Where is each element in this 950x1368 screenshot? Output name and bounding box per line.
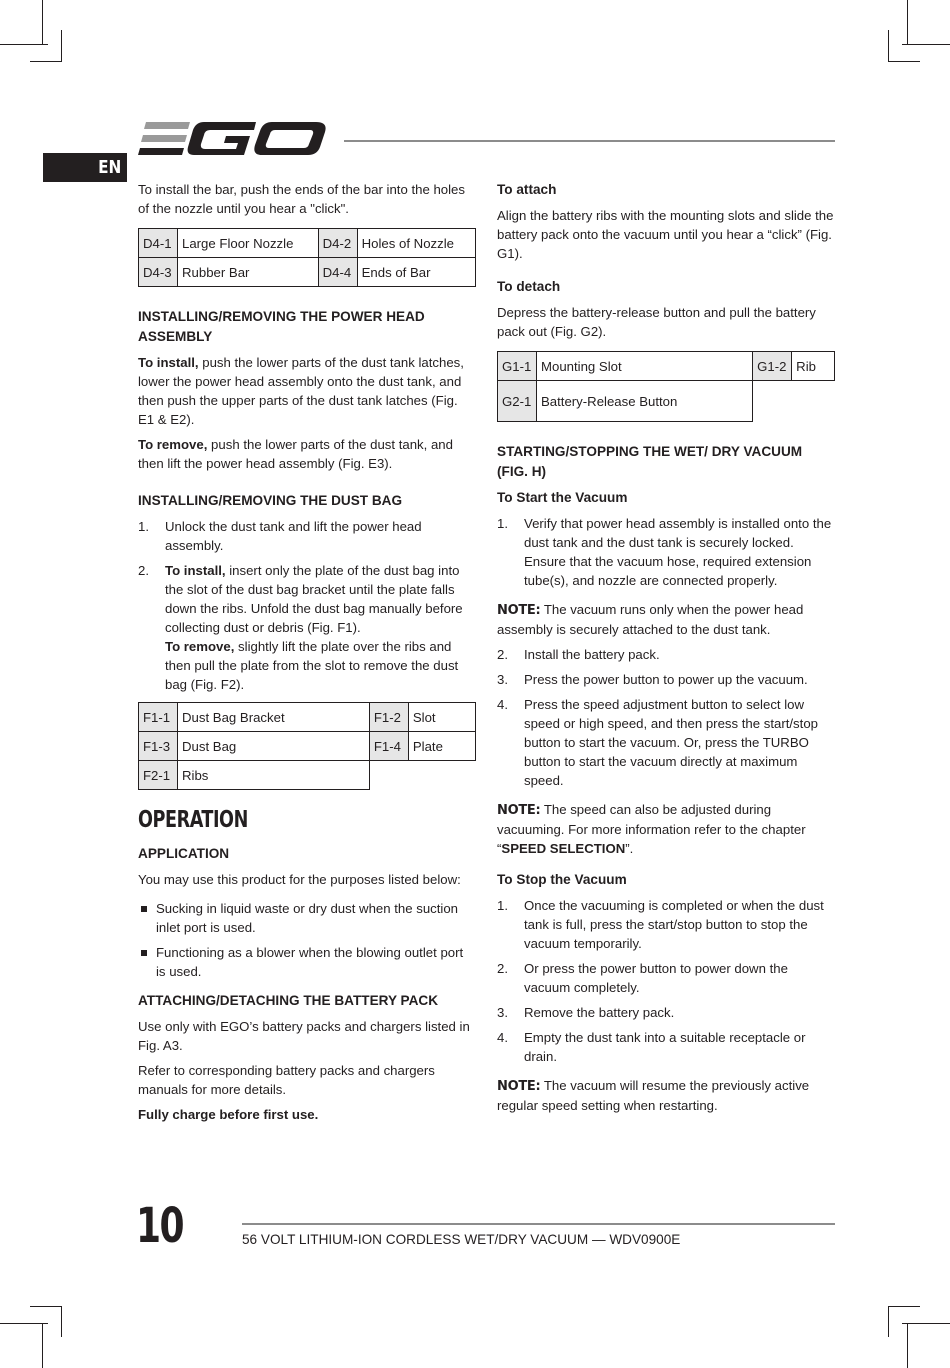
- language-tab: [43, 153, 127, 182]
- step-text: Once the vacuuming is completed or when the dust tank is full, press the start/stop button to stop the vacuum temporarily.: [524, 898, 824, 951]
- part-label: Rubber Bar: [178, 258, 319, 287]
- bold-label: To install,: [138, 355, 199, 370]
- paragraph: Refer to corresponding battery packs and chargers manuals for more details.: [138, 1063, 435, 1097]
- step-number: 1.: [138, 519, 149, 534]
- step-text: Empty the dust tank into a suitable receptacle or drain.: [524, 1030, 806, 1064]
- operation-title: OPERATION: [138, 807, 248, 833]
- step-number: 2.: [138, 563, 149, 578]
- step-text: Press the speed adjustment button to select low speed or high speed, and then press the start/stop button to start the vacuum. Or, press the TURBO button to start the vacuum directly at maximum speed.: [524, 697, 818, 788]
- parts-table-d4: [138, 228, 476, 287]
- subheading: To Stop the Vacuum: [497, 872, 627, 887]
- step-number: 3.: [497, 1005, 508, 1020]
- right-column: [497, 180, 835, 1121]
- step-text: Verify that power head assembly is installed onto the dust tank and the dust tank is securely locked. Ensure that the vacuum hose, required extension tube(s), and nozzle are connected properly.: [524, 516, 832, 588]
- crop-mark: [0, 1323, 48, 1324]
- note-text: The vacuum runs only when the power head assembly is securely attached to the dust tank.: [497, 602, 804, 637]
- part-code: D4-3: [139, 258, 178, 287]
- language-label: EN: [97, 157, 121, 178]
- step-text: Or press the power button to power down the vacuum completely.: [524, 961, 788, 995]
- note-text: The vacuum will resume the previously active regular speed setting when restarting.: [497, 1078, 810, 1113]
- crop-mark: [907, 0, 908, 44]
- part-code: G2-1: [498, 381, 537, 422]
- list-text: Functioning as a blower when the blowing outlet port is used.: [156, 945, 464, 979]
- step-number: 2.: [497, 961, 508, 976]
- list-item: [138, 943, 476, 981]
- crop-mark: [0, 44, 48, 45]
- bar-install-text: To install the bar, push the ends of the bar into the holes of the nozzle until you hear a "click".: [138, 182, 465, 216]
- part-code: F1-1: [139, 703, 178, 732]
- part-label: Rib: [792, 352, 835, 381]
- crop-mark: [888, 30, 889, 61]
- subheading: To attach: [497, 182, 557, 197]
- application-list: [138, 899, 476, 981]
- section-heading: ATTACHING/DETACHING THE BATTERY PACK: [138, 993, 439, 1008]
- header-rule: [344, 140, 835, 142]
- step-text: slightly lift the plate over the ribs and then pull the plate from the slot to remove the dust bag (Fig. F2).: [165, 639, 459, 692]
- footer-rule: [242, 1223, 835, 1225]
- crop-mark: [61, 30, 62, 61]
- bold-label: To remove,: [165, 639, 235, 654]
- crop-mark: [42, 1323, 43, 1368]
- left-column: [138, 180, 476, 1130]
- crop-mark: [888, 61, 920, 62]
- parts-table-g: [497, 351, 835, 422]
- part-label: Dust Bag: [178, 732, 370, 761]
- empty-cell: [369, 761, 475, 790]
- list-text: Sucking in liquid waste or dry dust when the suction inlet port is used.: [156, 901, 459, 935]
- crop-mark: [888, 1306, 889, 1337]
- table-row: [139, 761, 476, 790]
- crop-mark: [30, 61, 62, 62]
- part-code: G1-1: [498, 352, 537, 381]
- bold-label: To install,: [165, 563, 226, 578]
- paragraph: Align the battery ribs with the mounting slots and slide the battery pack onto the vacuum until you hear a “click” (Fig. G1).: [497, 208, 834, 261]
- note-label: NOTE:: [497, 603, 541, 618]
- page-number: 10: [136, 1198, 184, 1254]
- paragraph-text: push the lower parts of the dust tank, and then lift the power head assembly (Fig. E3).: [138, 437, 453, 471]
- step-text: Remove the battery pack.: [524, 1005, 675, 1020]
- part-label: Slot: [408, 703, 475, 732]
- bold-text: SPEED SELECTION: [501, 841, 626, 856]
- crop-mark: [902, 44, 950, 45]
- ego-logo: [138, 118, 328, 167]
- part-code: D4-4: [318, 258, 357, 287]
- section-heading: INSTALLING/REMOVING THE POWER HEAD ASSEMBLY: [138, 309, 425, 344]
- list-item: [497, 514, 835, 590]
- part-code: D4-1: [139, 229, 178, 258]
- table-row: [498, 352, 835, 381]
- bold-label: To remove,: [138, 437, 208, 452]
- step-number: 4.: [497, 1030, 508, 1045]
- part-label: Ends of Bar: [357, 258, 475, 287]
- list-item: [497, 1003, 835, 1022]
- part-code: F1-2: [369, 703, 408, 732]
- step-number: 1.: [497, 516, 508, 531]
- note-label: NOTE:: [497, 803, 541, 818]
- stop-steps: [497, 896, 835, 1066]
- crop-mark: [888, 1306, 920, 1307]
- step-number: 1.: [497, 898, 508, 913]
- paragraph: You may use this product for the purposes listed below:: [138, 872, 461, 887]
- start-steps-continued: [497, 645, 835, 790]
- crop-mark: [907, 1323, 908, 1368]
- paragraph: [138, 435, 476, 473]
- list-item: [138, 899, 476, 937]
- table-row: [139, 229, 476, 258]
- note-text: The speed can also be adjusted during vacuuming. For more information refer to the chapter “: [497, 802, 806, 856]
- crop-mark: [30, 1306, 62, 1307]
- list-item: [497, 959, 835, 997]
- section-heading: STARTING/STOPPING THE WET/ DRY VACUUM (FIG. H): [497, 444, 803, 479]
- crop-mark: [61, 1306, 62, 1337]
- note: [497, 600, 835, 639]
- part-label: Mounting Slot: [537, 352, 753, 381]
- start-steps: [497, 514, 835, 590]
- table-row: [139, 703, 476, 732]
- part-code: F2-1: [139, 761, 178, 790]
- dust-bag-steps: [138, 517, 476, 694]
- list-item: [497, 645, 835, 664]
- subheading: To detach: [497, 279, 561, 294]
- step-text: Press the power button to power up the vacuum.: [524, 672, 808, 687]
- table-row: [139, 258, 476, 287]
- part-label: Plate: [408, 732, 475, 761]
- step-text: insert only the plate of the dust bag into the slot of the dust bag bracket until the plate falls down the ribs. Unfold the dust bag manually before collecting dust or debris (Fig. F1).: [165, 563, 463, 635]
- part-label: Holes of Nozzle: [357, 229, 475, 258]
- list-item: [497, 695, 835, 790]
- parts-table-f: [138, 702, 476, 790]
- paragraph: [138, 1105, 476, 1124]
- step-number: 3.: [497, 672, 508, 687]
- paragraph: [138, 353, 476, 429]
- part-code: F1-3: [139, 732, 178, 761]
- section-heading: APPLICATION: [138, 846, 230, 861]
- empty-cell: [753, 381, 835, 422]
- part-label: Large Floor Nozzle: [178, 229, 319, 258]
- paragraph: Use only with EGO’s battery packs and chargers listed in Fig. A3.: [138, 1019, 470, 1053]
- bullet-square-icon: [141, 950, 147, 956]
- note: [497, 1076, 835, 1115]
- list-item: [497, 896, 835, 953]
- step-text: Unlock the dust tank and lift the power head assembly.: [165, 519, 422, 553]
- note-label: NOTE:: [497, 1079, 541, 1094]
- note-text: ”.: [625, 841, 634, 856]
- list-item: [497, 670, 835, 689]
- part-label: Battery-Release Button: [537, 381, 753, 422]
- part-code: D4-2: [318, 229, 357, 258]
- note: [497, 800, 835, 858]
- step-number: 4.: [497, 697, 508, 712]
- step-text: Install the battery pack.: [524, 647, 660, 662]
- subheading: To Start the Vacuum: [497, 490, 628, 505]
- bullet-square-icon: [141, 906, 147, 912]
- part-code: F1-4: [369, 732, 408, 761]
- crop-mark: [42, 0, 43, 44]
- bold-text: Fully charge before first use.: [138, 1107, 319, 1122]
- crop-mark: [902, 1323, 950, 1324]
- table-row: [139, 732, 476, 761]
- list-item: [138, 561, 476, 694]
- paragraph: Depress the battery-release button and pull the battery pack out (Fig. G2).: [497, 305, 816, 339]
- part-label: Ribs: [178, 761, 370, 790]
- step-number: 2.: [497, 647, 508, 662]
- list-item: [138, 517, 476, 555]
- part-code: G1-2: [753, 352, 792, 381]
- paragraph-text: push the lower parts of the dust tank latches, lower the power head assembly onto the dust tank, and then push the upper parts of the dust tank latches (Fig. E1 & E2).: [138, 355, 464, 427]
- table-row: [498, 381, 835, 422]
- section-heading: INSTALLING/REMOVING THE DUST BAG: [138, 493, 403, 508]
- list-item: [497, 1028, 835, 1066]
- footer-product-line: 56 VOLT LITHIUM-ION CORDLESS WET/DRY VACUUM — WDV0900E: [242, 1232, 681, 1247]
- part-label: Dust Bag Bracket: [178, 703, 370, 732]
